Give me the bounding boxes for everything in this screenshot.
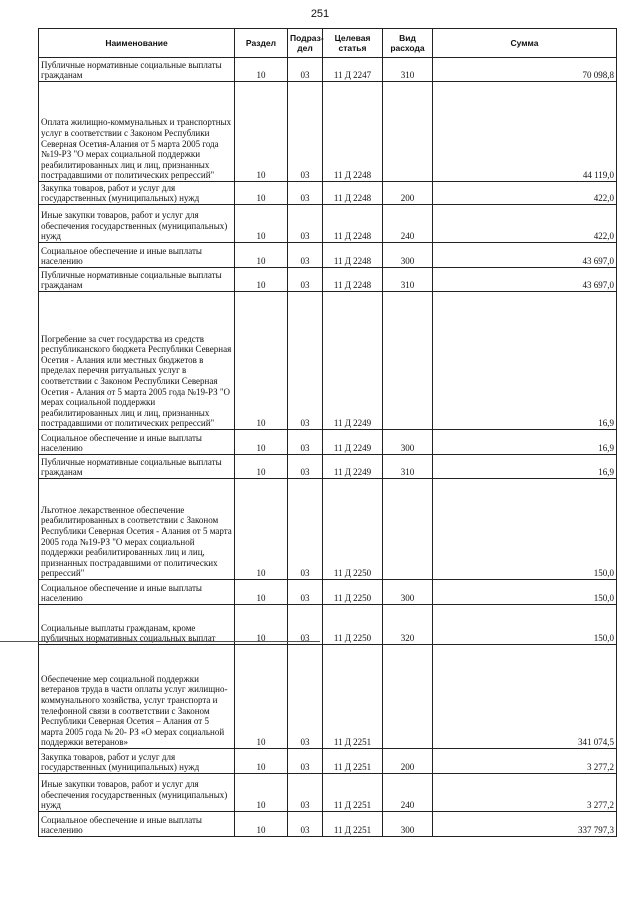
cell-amount: 70 098,8 [433,58,617,82]
table-row [39,605,617,645]
cell-amount: 43 697,0 [433,268,617,292]
cell-target: 11 Д 2249 [323,430,383,455]
cell-name: Социальное обеспечение и иные выплаты населению [39,580,235,605]
cell-expense-type [383,82,433,182]
cell-name: Социальные выплаты гражданам, кроме публичных нормативных социальных выплат [39,605,235,645]
cell-target: 11 Д 2248 [323,268,383,292]
cell-subsection: 03 [288,268,323,292]
cell-amount: 150,0 [433,605,617,645]
table-row [39,292,617,430]
cell-amount: 422,0 [433,182,617,205]
cell-expense-type: 300 [383,430,433,455]
cell-section: 10 [235,812,288,837]
table-row [39,812,617,837]
cell-section: 10 [235,605,288,645]
cell-name: Социальное обеспечение и иные выплаты населению [39,812,235,837]
table-row [39,749,617,774]
cell-target: 11 Д 2250 [323,580,383,605]
cell-expense-type: 310 [383,455,433,479]
cell-subsection: 03 [288,605,323,645]
cell-expense-type: 240 [383,205,433,243]
cell-amount: 337 797,3 [433,812,617,837]
cell-subsection: 03 [288,774,323,812]
table-row [39,58,617,82]
table-header-row [39,29,617,58]
cell-subsection: 03 [288,205,323,243]
cell-amount: 16,9 [433,455,617,479]
cell-target: 11 Д 2249 [323,455,383,479]
cell-subsection: 03 [288,479,323,580]
cell-target: 11 Д 2251 [323,749,383,774]
cell-amount: 150,0 [433,479,617,580]
cell-section: 10 [235,292,288,430]
cell-amount: 16,9 [433,292,617,430]
cell-subsection: 03 [288,645,323,749]
table-row [39,580,617,605]
cell-section: 10 [235,82,288,182]
cell-expense-type [383,479,433,580]
cell-subsection: 03 [288,430,323,455]
cell-expense-type: 300 [383,580,433,605]
cell-section: 10 [235,580,288,605]
cell-amount: 150,0 [433,580,617,605]
cell-section: 10 [235,749,288,774]
budget-table [38,28,617,837]
table-row [39,774,617,812]
cell-name: Публичные нормативные социальные выплаты гражданам [39,58,235,82]
cell-expense-type: 240 [383,774,433,812]
header-amount: Сумма [433,29,617,58]
cell-section: 10 [235,774,288,812]
table-row [39,479,617,580]
cell-expense-type [383,292,433,430]
cell-section: 10 [235,479,288,580]
cell-expense-type: 310 [383,58,433,82]
cell-target: 11 Д 2250 [323,479,383,580]
cell-name: Публичные нормативные социальные выплаты гражданам [39,268,235,292]
page-number: 251 [310,8,330,20]
cell-name: Обеспечение мер социальной поддержки ветеранов труда в части оплаты услуг жилищно-коммунального хозяйства, услуг транспорта и телефонной связи в соответствии с Законом Республики Северная Осетия – Алания от 5 марта 2005 года № 20- РЗ «О мерах социальной поддержки ветеранов» [39,645,235,749]
cell-name: Иные закупки товаров, работ и услуг для обеспечения государственных (муниципальных) нужд [39,774,235,812]
cell-section: 10 [235,268,288,292]
cell-expense-type: 310 [383,268,433,292]
table-row [39,82,617,182]
cell-name: Публичные нормативные социальные выплаты гражданам [39,455,235,479]
cell-section: 10 [235,243,288,268]
table-row [39,182,617,205]
scan-artifact-line [0,641,320,642]
cell-section: 10 [235,58,288,82]
cell-amount: 3 277,2 [433,749,617,774]
cell-expense-type: 300 [383,243,433,268]
cell-section: 10 [235,430,288,455]
cell-amount: 3 277,2 [433,774,617,812]
table-row [39,430,617,455]
cell-amount: 44 119,0 [433,82,617,182]
cell-name: Иные закупки товаров, работ и услуг для обеспечения государственных (муниципальных) нужд [39,205,235,243]
cell-expense-type: 200 [383,182,433,205]
cell-name: Закупка товаров, работ и услуг для государственных (муниципальных) нужд [39,182,235,205]
table-row [39,268,617,292]
cell-amount: 341 074,5 [433,645,617,749]
cell-target: 11 Д 2248 [323,243,383,268]
cell-amount: 422,0 [433,205,617,243]
table-row [39,205,617,243]
header-target: Целевая статья [323,29,383,58]
cell-expense-type: 300 [383,812,433,837]
cell-subsection: 03 [288,243,323,268]
cell-target: 11 Д 2247 [323,58,383,82]
cell-subsection: 03 [288,292,323,430]
cell-target: 11 Д 2248 [323,182,383,205]
header-name: Наименование [39,29,235,58]
header-expense-type: Вид расхода [383,29,433,58]
cell-subsection: 03 [288,749,323,774]
cell-name: Льготное лекарственное обеспечение реабилитированных в соответствии с Законом Республики Северная Осетия - Алания от 5 марта 2005 года №19-РЗ "О мерах социальной поддержки реабилитированных лиц и лиц, признанных пострадавшими от политических репрессий" [39,479,235,580]
table-row [39,455,617,479]
cell-section: 10 [235,182,288,205]
cell-target: 11 Д 2251 [323,812,383,837]
cell-target: 11 Д 2249 [323,292,383,430]
cell-target: 11 Д 2250 [323,605,383,645]
cell-subsection: 03 [288,812,323,837]
cell-amount: 16,9 [433,430,617,455]
cell-expense-type: 320 [383,605,433,645]
cell-target: 11 Д 2248 [323,205,383,243]
header-section: Раздел [235,29,288,58]
cell-target: 11 Д 2248 [323,82,383,182]
cell-name: Оплата жилищно-коммунальных и транспортных услуг в соответствии с Законом Республики Северная Осетия-Алания от 5 марта 2005 года №19-РЗ "О мерах социальной поддержки реабилитированных лиц и лиц, признанных пострадавшими от политических репрессий" [39,82,235,182]
cell-subsection: 03 [288,182,323,205]
cell-name: Социальное обеспечение и иные выплаты населению [39,243,235,268]
cell-target: 11 Д 2251 [323,645,383,749]
table-row [39,243,617,268]
cell-name: Погребение за счет государства из средств республиканского бюджета Республики Северная Осетия - Алания или местных бюджетов в пределах перечня ритуальных услуг в соответствии с Законом Республики Северная Осетия - Алания от 5 марта 2005 года №19-РЗ "О мерах социальной поддержки реабилитированных лиц и лиц, признанных пострадавшими от политических репрессий" [39,292,235,430]
header-subsection: Подраз- дел [288,29,323,58]
cell-expense-type: 200 [383,749,433,774]
cell-subsection: 03 [288,82,323,182]
cell-section: 10 [235,205,288,243]
cell-expense-type [383,645,433,749]
cell-subsection: 03 [288,580,323,605]
cell-subsection: 03 [288,455,323,479]
cell-section: 10 [235,455,288,479]
cell-name: Закупка товаров, работ и услуг для государственных (муниципальных) нужд [39,749,235,774]
table-row [39,645,617,749]
cell-section: 10 [235,645,288,749]
cell-amount: 43 697,0 [433,243,617,268]
cell-target: 11 Д 2251 [323,774,383,812]
cell-name: Социальное обеспечение и иные выплаты населению [39,430,235,455]
cell-subsection: 03 [288,58,323,82]
